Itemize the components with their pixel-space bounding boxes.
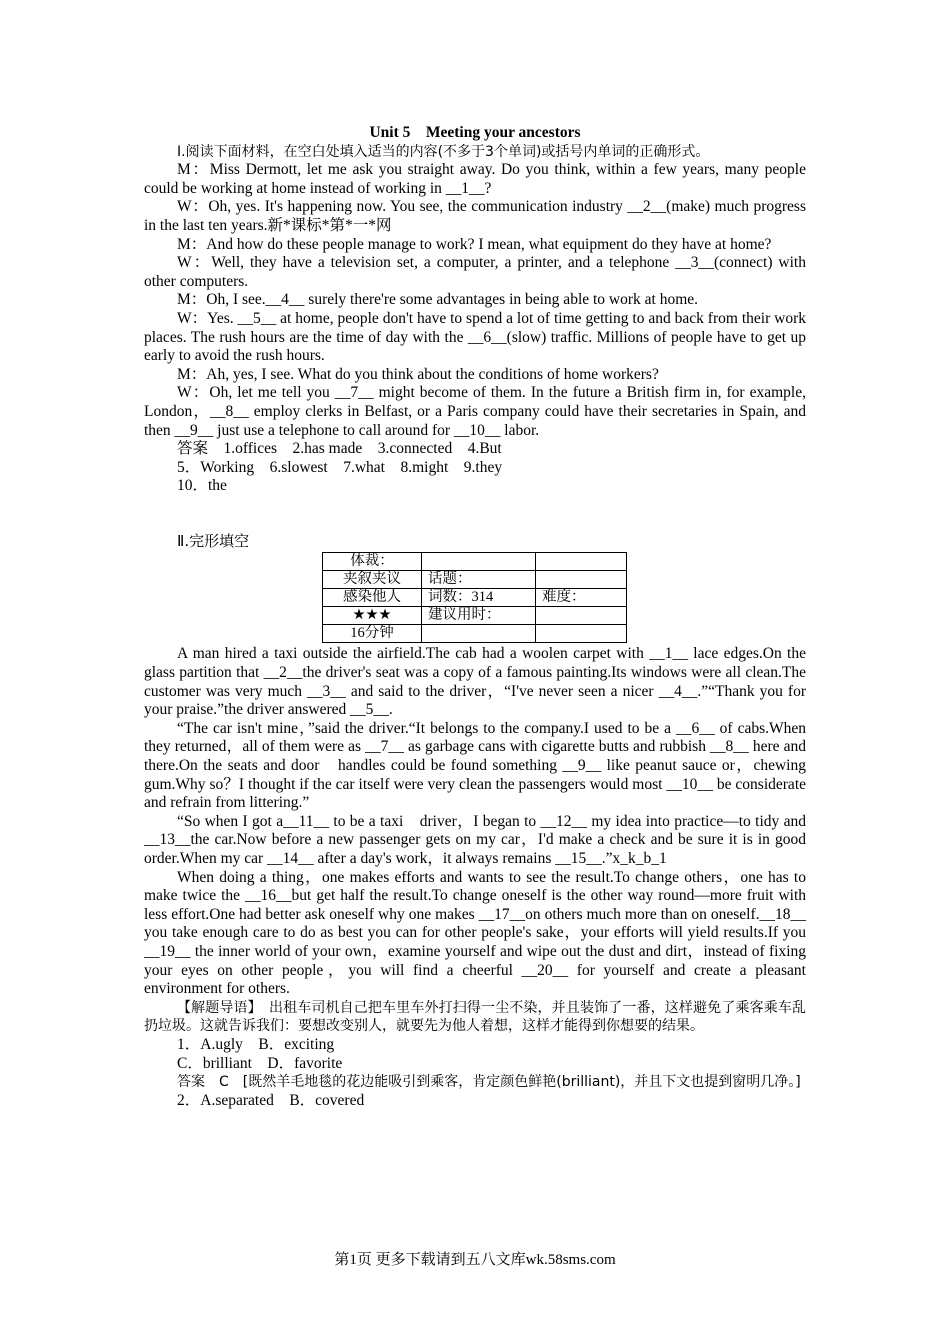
table-row xyxy=(323,625,627,643)
answer-line: 答案 1.offices 2.has made 3.connected 4.But xyxy=(177,440,502,458)
question-option: 1．A.ugly B．exciting xyxy=(177,1035,335,1053)
passage-paragraph: When doing a thing，one makes efforts and wants to see the result.To change others，one has to make twice the __16__but get half the result.To change oneself is the other way round—more fruit with less effort.One had better ask oneself why one makes __17__on others much more than on oneself.__18__ you take enough care to do as best you can for other people's sake，your efforts will yield results.If you __19__ the inner world of your own，examine yourself and wipe out the dust and dirt，instead of fixing your eyes on other people，you will find a cheerful __20__ for yourself and create a pleasant environment for others. xyxy=(144,868,806,998)
table-cell: 难度： xyxy=(536,589,627,607)
info-table xyxy=(322,552,627,643)
passage-paragraph: “The car isn't mine，”said the driver.“It belongs to the company.I used to be a __6__ of cabs.When they returned，all of them were as __7__ as garbage cans with cigarette butts and rubbish __8__ here and there.On the seats and door handles could be found something __9__ like peanut sauce or，chewing gum.Why so？I thought if the car itself were very clean the passengers would most __10__ be considerate and refrain from littering.” xyxy=(144,719,806,812)
table-row xyxy=(323,571,627,589)
table-row xyxy=(323,553,627,571)
question-option: C．brilliant D．favorite xyxy=(177,1054,343,1072)
table-row xyxy=(323,589,627,607)
table-cell xyxy=(536,553,627,571)
table-cell xyxy=(422,553,536,571)
table-cell: 感染他人 xyxy=(323,589,422,607)
table-cell: 16分钟 xyxy=(323,625,422,643)
page-title: Unit 5 Meeting your ancestors xyxy=(369,124,581,141)
dialogue-line: W：Oh, yes. It's happening now. You see, the communication industry __2__(make) much progress in the last ten years.新*课标*第*一*网 xyxy=(144,198,806,234)
section1-instruction: Ⅰ.阅读下面材料，在空白处填入适当的内容(不多于3个单词)或括号内单词的正确形式。 xyxy=(177,143,710,160)
table-cell xyxy=(422,625,536,643)
passage-paragraph: A man hired a taxi outside the airfield.The cab had a woolen carpet with __1__ lace edges.On the glass partition that __2__the driver's seat was a copy of a famous painting.Its windows were all clean.The customer was very much __3__ and said to the driver，“I've never seen a nicer __4__.”“Thank you for your praise.”the driver answered __5__. xyxy=(144,645,806,719)
document-page xyxy=(144,124,806,1110)
page-footer: 第1页 更多下载请到五八文库wk.58sms.com xyxy=(334,1252,616,1268)
dialogue-line: M：And how do these people manage to work? I mean, what equipment do they have at home? xyxy=(177,235,772,253)
dialogue-line: M：Ah, yes, I see. What do you think about the conditions of home workers? xyxy=(177,365,659,383)
table-cell: 夹叙夹议 xyxy=(323,571,422,589)
dialogue-line: W：Yes. __5__ at home, people don't have to spend a lot of time getting to and back from their work places. The rush hours are the time of day with the __6__(slow) traffic. Millions of people have to get up early to avoid the rush hours. xyxy=(144,309,806,365)
question-answer: 答案 C [既然羊毛地毯的花边能吸引到乘客，肯定颜色鲜艳(brilliant)，并且下文也提到窗明几净。] xyxy=(177,1074,801,1091)
dialogue-line: M：Oh, I see.__4__ surely there're some advantages in being able to work at home. xyxy=(177,291,699,309)
section2-heading: Ⅱ.完形填空 xyxy=(177,531,250,550)
dialogue-line: W：Oh, let me tell you __7__ might become of them. In the future a British firm in, for example, London，__8__ employ clerks in Belfast, or a Paris company could have their secretaries in Spain, and then __9__ just use a telephone to call around for __10__ labor. xyxy=(144,384,806,439)
dialogue-line: M：Miss Dermott, let me ask you straight away. Do you think, within a few years, many people could be working at home instead of working in __1__? xyxy=(144,161,806,197)
answer-line: 10．the xyxy=(177,477,227,495)
table-cell: 词数：314 xyxy=(422,589,536,607)
table-cell: 建议用时： xyxy=(422,607,536,625)
guide-paragraph: 【解题导语】 出租车司机自己把车里车外打扫得一尘不染，并且装饰了一番，这样避免了乘客乘车乱扔垃圾。这就告诉我们：要想改变别人，就要先为他人着想，这样才能得到你想要的结果。 xyxy=(144,999,806,1035)
table-cell: 体裁： xyxy=(323,553,422,571)
passage-paragraph: “So when I got a__11__ to be a taxi driver，I began to __12__ my idea into practice—to tidy and __13__the car.Now before a new passenger gets on my car，I'd make a check and be sure it is in good order.When my car __14__ after a day's work，it always remains __15__.”x_k_b_1 xyxy=(144,812,806,867)
question-option: 2．A.separated B．covered xyxy=(177,1091,365,1109)
answer-line: 5．Working 6.slowest 7.what 8.might 9.they xyxy=(177,458,503,476)
table-cell: 话题： xyxy=(422,571,536,589)
table-cell xyxy=(536,625,627,643)
table-cell: ★★★ xyxy=(323,607,422,625)
table-cell xyxy=(536,571,627,589)
table-cell xyxy=(536,607,627,625)
table-row xyxy=(323,607,627,625)
dialogue-line: W：Well, they have a television set, a computer, a printer, and a telephone __3__(connect) with other computers. xyxy=(144,254,806,290)
